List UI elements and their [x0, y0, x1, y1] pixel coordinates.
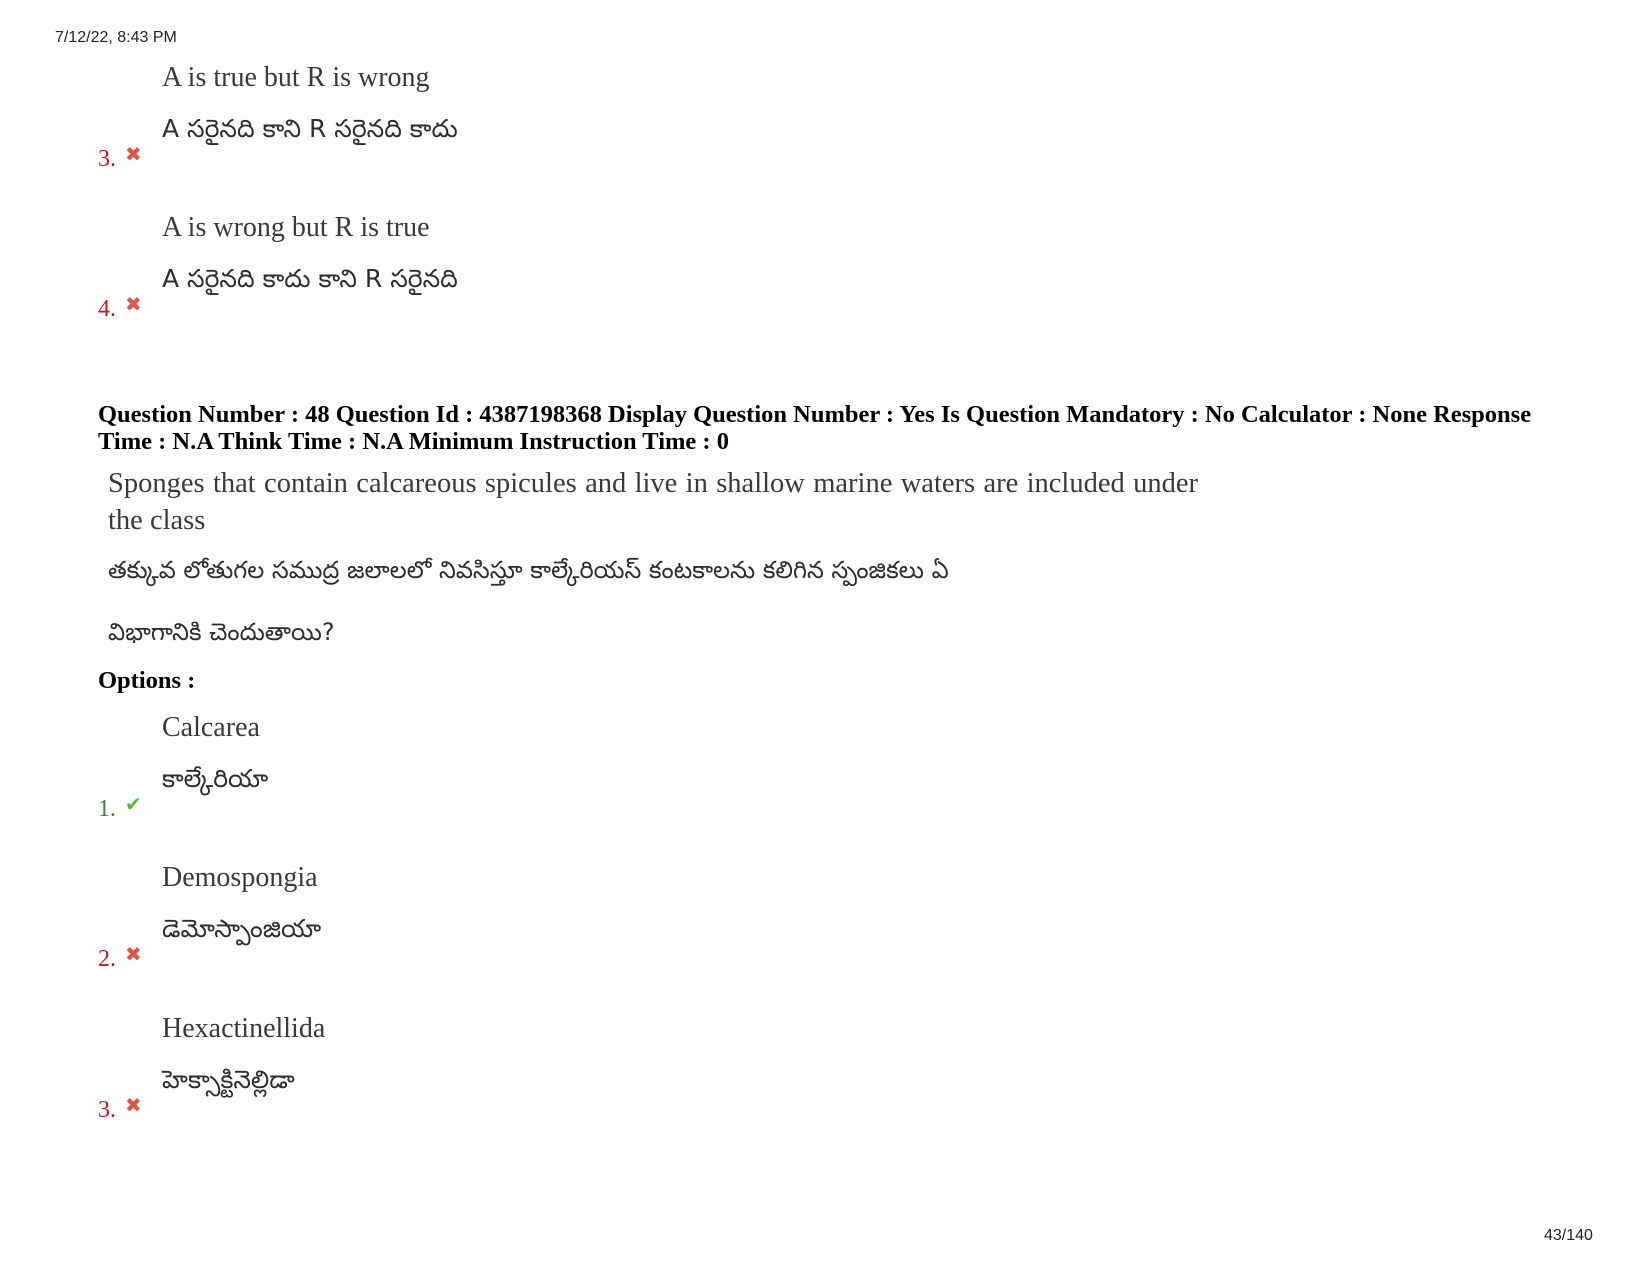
options-label: Options : — [98, 667, 196, 694]
question-meta-line-1: Question Number : 48 Question Id : 4387198368 Display Question Number : Yes Is Question Mandatory : No Calculator : None Response — [98, 401, 1532, 428]
cross-icon: ✖ — [125, 1093, 142, 1117]
question-meta-line-2: Time : N.A Think Time : N.A Minimum Instruction Time : 0 — [98, 428, 729, 455]
option-number: 4. — [98, 296, 116, 322]
option-english-text: Calcarea — [162, 712, 260, 743]
question-text-english: Sponges that contain calcareous spicules and live in shallow marine waters are included under the class — [108, 468, 1198, 536]
print-timestamp: 7/12/22, 8:43 PM — [55, 29, 177, 46]
option-1 — [0, 712, 700, 852]
option-number: 1. — [98, 796, 116, 822]
cross-icon: ✖ — [125, 942, 142, 966]
option-telugu-text: A సరైనది కాదు కాని R సరైనది — [162, 264, 458, 293]
option-telugu-text: హెక్సాక్టినెల్లిడా — [162, 1065, 295, 1094]
question-text-telugu-line-1: తక్కువ లోతుగల సముద్ర జలాలలో నివసిస్తూ కాల్కేరియస్ కంటకాలను కలిగిన స్పంజికలు ఏ — [108, 556, 949, 584]
option-number: 2. — [98, 946, 116, 972]
cross-icon: ✖ — [125, 142, 142, 166]
option-2 — [0, 862, 700, 1002]
option-number: 3. — [98, 1097, 116, 1123]
check-icon: ✔ — [125, 792, 142, 816]
option-number: 3. — [98, 146, 116, 172]
option-english-text: Hexactinellida — [162, 1013, 326, 1044]
option-telugu-text: A సరైనది కాని R సరైనది కాదు — [162, 114, 458, 143]
question-text-telugu-line-2: విభాగానికి చెందుతాయి? — [108, 618, 335, 646]
prev-option-3 — [0, 62, 700, 202]
option-english-text: A is true but R is wrong — [162, 62, 430, 93]
prev-option-4 — [0, 212, 700, 352]
question-meta — [98, 401, 1598, 455]
option-english-text: Demospongia — [162, 862, 318, 893]
option-3 — [0, 1013, 700, 1153]
option-telugu-text: కాల్కేరియా — [162, 764, 269, 793]
option-telugu-text: డెమోస్పాంజియా — [162, 914, 322, 943]
cross-icon: ✖ — [125, 292, 142, 316]
page-number: 43/140 — [1544, 1227, 1593, 1244]
option-english-text: A is wrong but R is true — [162, 212, 430, 243]
